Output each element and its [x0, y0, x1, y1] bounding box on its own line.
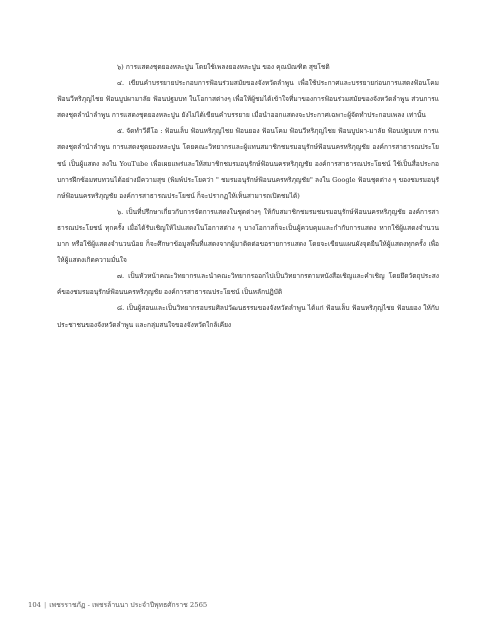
paragraph-teacher: ๘. เป็นผู้สอนและเป็นวิทยากรอบรมศิลปวัฒนธรรมของจังหวัดลำพูน ได้แก่ ฟ้อนเล็บ ฟ้อนหริภุญไชย ฟ้อนยอง ให้กับประชาชนของจังหวัดลำพูน และกลุ่มสนใจของจังหวัดใกล้เคียง: [57, 304, 439, 329]
paragraph-video: ๕. จัดทำวีดีโอ : ฟ้อนเล็บ ฟ้อนหริภุญไชย ฟ้อนยอง ฟ้อนโคม ฟ้อนวีหริภุญไชย ฟ้อนบูปผา-มาลัย ฟ้อนปฐมบท การแสดงชุดลำนำลำพูน การแสดงชุดยองหละปูน โดยคณะวิทยากรและผู้แทนสมาชิกชมรมอนุรักษ์ฟ้อนนครหริภุญชัย องค์การสาธารณประโยชน์ เป็นผู้แสดง ลงใน YouTube เพื่อเผยแพร่และให้สมาชิกชมรมอนุรักษ์ฟ้อนนครหริภุญชัย องค์การสาธารณประโยชน์ ใช้เป็นสื่อประกอบการฝึกซ้อมทบทวนได้อย่างมีความสุข (พิมพ์ประโยคว่า " ชมรมอนุรักษ์ฟ้อนนครหริภุญชัย" ลงใน Google ฟ้อนชุดต่าง ๆ ของชมรมอนุรักษ์ฟ้อนนครหริภุญชัย องค์การสาธารณประโยชน์ ก็จะปรากฏให้เห็นสามารถเปิดชมได้): [57, 127, 439, 200]
paragraph-lead-speaker: ๗. เป็นหัวหน้าคณะวิทยากรและนำคณะวิทยากรออกไปเป็นวิทยากรตามหนังสือเชิญและคำเชิญ โดยยึดวัตถุประสงค์ของชมรมอนุรักษ์ฟ้อนนครหริภุญชัย องค์การสาธารณประโยชน์ เป็นหลักปฏิบัติ: [57, 272, 439, 297]
paragraph-item-6-song: ๖) การแสดงชุดยองหละปูน โดยใช้เพลงยองหละปูน ของ คุณบัณฑิต สุขโชติ: [117, 63, 330, 71]
page-number: 104: [28, 601, 41, 609]
body-text: [57, 59, 439, 333]
paragraph-advisor: ๖. เป็นที่ปรึกษาเกี่ยวกับการจัดการแสดงในชุดต่างๆ ให้กับสมาชิกชมรมชมรมอนุรักษ์ฟ้อนนครหริภุญชัย องค์การสาธารณประโยชน์ ทุกครั้ง เมื่อได้รับเชิญให้ไปแสดงในโอกาสต่าง ๆ บางโอกาสก็จะเป็นผู้ควบคุมและกำกับการแสดง หากใช้ผู้แสดงจำนวนมาก หรือใช้ผู้แสดงจำนวนน้อย ก็จะศึกษาข้อมูลพื้นที่แสดงจากผู้มาติดต่อขอรายการแสดง โดยจะเขียนแผนผังจุดยืนให้ผู้แสดงทุกครั้ง เพื่อให้ผู้แสดงเกิดความมั่นใจ: [57, 207, 439, 265]
paragraph-narration: ๔. เขียนคำบรรยายประกอบการฟ้อนร่วมสมัยของจังหวัดลำพูน เพื่อใช้ประกาศและบรรยายก่อนการแสดงฟ้อนโคม ฟ้อนวีหริภุญไชย ฟ้อนบูปผามาลัย ฟ้อนปฐมบท ในโอกาสต่างๆ เพื่อให้ผู้ชมได้เข้าใจที่มาของการฟ้อนร่วมสมัยของจังหวัดลำพูน ส่วนการแสดงชุดลำนำลำพูน การแสดงชุดยองหละปูน ยังไม่ได้เขียนคำบรรยาย เมื่อนำออกแสดงจะประกาศเฉพาะผู้จัดทำประกอบเพลง เท่านั้น: [57, 79, 439, 120]
publication-title: เพชรราชภัฏ - เพชรล้านนา ประจำปีพุทธศักราช 2565: [49, 601, 208, 609]
page-footer: [28, 599, 207, 610]
footer-separator: |: [43, 601, 47, 609]
